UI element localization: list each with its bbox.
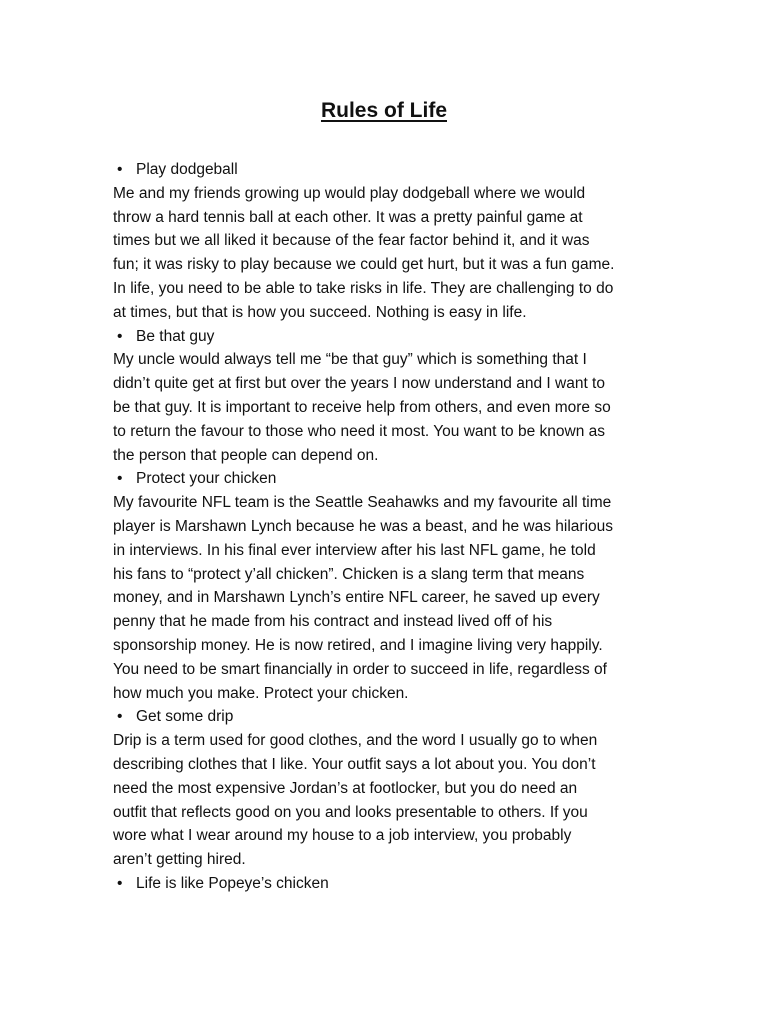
paragraph-line: at times, but that is how you succeed. Nothing is easy in life. [113,303,527,321]
paragraph-line: in interviews. In his final ever interview after his last NFL game, he told [113,541,596,559]
paragraph-line: Me and my friends growing up would play dodgeball where we would [113,184,586,202]
paragraph-line: My favourite NFL team is the Seattle Seahawks and my favourite all time [113,494,612,512]
paragraph-line: need the most expensive Jordan’s at footlocker, but you do need an [113,779,578,797]
paragraph-line: his fans to “protect y’all chicken”. Chicken is a slang term that means [113,565,585,583]
paragraph-line: You need to be smart financially in order to succeed in life, regardless of [113,660,607,678]
section-heading-text: Get some drip [136,708,234,726]
section-paragraph-be-that-guy [113,348,673,467]
bullet-icon: • [117,470,123,488]
paragraph-line: player is Marshawn Lynch because he was a beast, and he was hilarious [113,517,614,535]
section-heading-text: Be that guy [136,327,215,345]
paragraph-line: the person that people can depend on. [113,446,379,464]
paragraph-line: penny that he made from his contract and instead lived off of his [113,613,553,631]
document-body [113,158,673,896]
paragraph-line: sponsorship money. He is now retired, and I imagine living very happily. [113,636,603,654]
section-heading-be-that-guy [113,325,673,349]
paragraph-line: didn’t quite get at first but over the years I now understand and I want to [113,375,605,393]
paragraph-line: wore what I wear around my house to a job interview, you probably [113,827,572,845]
paragraph-line: aren’t getting hired. [113,851,246,869]
bullet-icon: • [117,327,123,345]
paragraph-line: fun; it was risky to play because we could get hurt, but it was a fun game. [113,256,615,274]
section-heading-life-is-like-popeyes-chicken [113,872,673,896]
paragraph-line: My uncle would always tell me “be that guy” which is something that I [113,351,587,369]
paragraph-line: to return the favour to those who need it most. You want to be known as [113,422,606,440]
paragraph-line: describing clothes that I like. Your outfit says a lot about you. You don’t [113,755,596,773]
paragraph-line: times but we all liked it because of the fear factor behind it, and it was [113,232,590,250]
bullet-icon: • [117,874,123,892]
paragraph-line: how much you make. Protect your chicken. [113,684,409,702]
section-heading-play-dodgeball [113,158,673,182]
section-paragraph-protect-your-chicken [113,491,673,705]
section-heading-get-some-drip [113,705,673,729]
document-title: Rules of Life [320,99,447,122]
section-heading-text: Life is like Popeye’s chicken [136,874,329,892]
paragraph-line: Drip is a term used for good clothes, and the word I usually go to when [113,732,598,750]
paragraph-line: throw a hard tennis ball at each other. It was a pretty painful game at [113,208,583,226]
section-paragraph-play-dodgeball [113,182,673,325]
section-heading-text: Play dodgeball [136,161,238,178]
section-heading-text: Protect your chicken [136,470,277,488]
paragraph-line: be that guy. It is important to receive help from others, and even more so [113,398,611,416]
bullet-icon: • [117,708,123,726]
section-heading-protect-your-chicken [113,467,673,491]
bullet-icon: • [117,161,123,178]
paragraph-line: money, and in Marshawn Lynch’s entire NFL career, he saved up every [113,589,600,607]
paragraph-line: In life, you need to be able to take risks in life. They are challenging to do [113,279,614,297]
paragraph-line: outfit that reflects good on you and looks presentable to others. If you [113,803,588,821]
section-paragraph-get-some-drip [113,729,673,872]
